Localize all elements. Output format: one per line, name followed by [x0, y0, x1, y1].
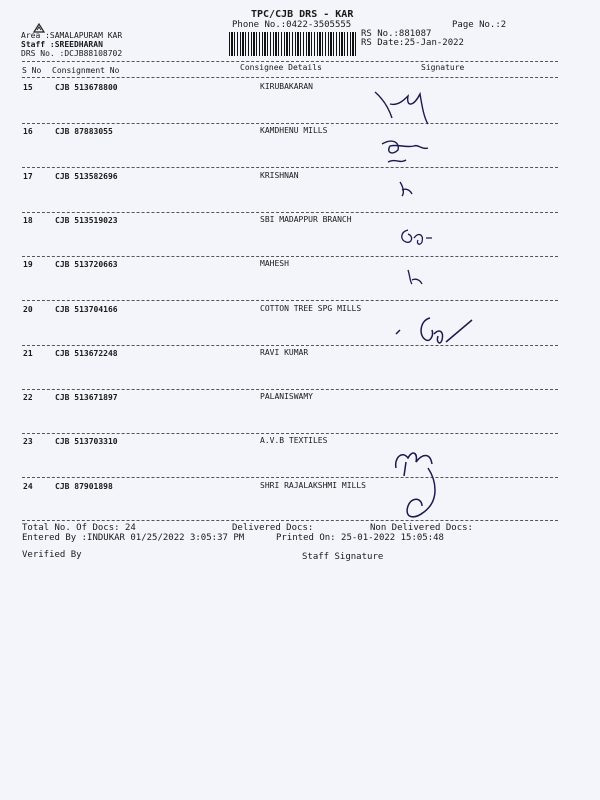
- table-row: [0, 437, 600, 481]
- row-serial-number: 20: [23, 304, 33, 314]
- verified-by: Verified By: [22, 550, 82, 560]
- row-consignee-name: A.V.B TEXTILES: [260, 436, 328, 446]
- row-consignment-number: CJB 513703310: [55, 437, 118, 447]
- table-row: [0, 260, 600, 304]
- table-row: [0, 216, 600, 260]
- phone-number: Phone No.:0422-3505555: [232, 20, 352, 30]
- row-divider: [22, 433, 558, 434]
- signature-mark: [378, 132, 438, 172]
- delivered-docs: Delivered Docs:: [232, 523, 314, 533]
- row-consignment-number: CJB 87901898: [55, 481, 113, 491]
- divider: [22, 77, 558, 78]
- barcode: [229, 32, 357, 56]
- row-consignment-number: CJB 513519023: [55, 215, 118, 225]
- report-title: TPC/CJB DRS - KAR: [251, 9, 354, 20]
- table-row: [0, 172, 600, 216]
- total-docs: Total No. Of Docs: 24: [22, 523, 136, 533]
- row-consignment-number: CJB 513672248: [55, 348, 118, 358]
- col-header-sno: S No: [22, 66, 42, 75]
- row-serial-number: 15: [23, 83, 33, 92]
- row-divider: [22, 477, 558, 478]
- staff-field: Staff :SREEDHARAN: [21, 40, 103, 49]
- staff-signature: Staff Signature: [302, 552, 384, 562]
- row-consignee-name: KRISHNAN: [260, 170, 299, 180]
- table-row: [0, 349, 600, 393]
- printed-on: Printed On: 25-01-2022 15:05:48: [276, 533, 444, 543]
- row-divider: [22, 167, 558, 168]
- row-serial-number: 23: [23, 437, 33, 447]
- signature-mark: [370, 84, 440, 128]
- row-divider: [22, 389, 558, 390]
- row-consignee-name: RAVI KUMAR: [260, 347, 309, 357]
- row-serial-number: 16: [23, 127, 33, 137]
- row-serial-number: 22: [23, 393, 33, 403]
- row-serial-number: 17: [23, 171, 33, 181]
- page-number: Page No.:2: [452, 20, 507, 30]
- col-header-consignment: Consignment No: [52, 66, 120, 75]
- row-consignment-number: CJB 87883055: [55, 127, 113, 137]
- row-consignee-name: MAHESH: [260, 259, 289, 269]
- non-delivered-docs: Non Delivered Docs:: [370, 523, 473, 533]
- table-row: [0, 393, 600, 437]
- drs-number: DRS No. :DCJB88108702: [21, 49, 123, 58]
- row-consignment-number: CJB 513678800: [55, 83, 118, 92]
- row-serial-number: 18: [23, 215, 33, 225]
- row-consignee-name: SHRI RAJALAKSHMI MILLS: [260, 480, 366, 490]
- row-consignment-number: CJB 513704166: [55, 304, 118, 314]
- table-row: [0, 83, 600, 127]
- table-row: [0, 127, 600, 171]
- row-consignment-number: CJB 513582696: [55, 171, 118, 181]
- row-consignee-name: COTTON TREE SPG MILLS: [260, 303, 362, 313]
- signature-mark: [388, 440, 450, 524]
- divider: [22, 520, 558, 521]
- col-header-signature: Signature: [421, 63, 465, 72]
- signature-mark: [396, 178, 420, 200]
- divider: [22, 61, 558, 62]
- row-divider: [22, 123, 558, 124]
- row-consignee-name: KIRUBAKARAN: [260, 82, 313, 91]
- area-field: Area :SAMALAPURAM KAR: [21, 31, 123, 40]
- row-divider: [22, 212, 558, 213]
- signature-mark: [404, 266, 428, 288]
- rs-date: RS Date:25-Jan-2022: [361, 38, 464, 48]
- row-serial-number: 19: [23, 260, 33, 270]
- col-header-consignee: Consignee Details: [240, 63, 322, 72]
- signature-mark: [392, 312, 476, 354]
- row-divider: [22, 300, 558, 301]
- signature-mark: [396, 224, 448, 254]
- row-consignment-number: CJB 513671897: [55, 393, 118, 403]
- table-row: [0, 305, 600, 349]
- row-serial-number: 24: [23, 481, 33, 491]
- rs-number: RS No.:881087: [361, 29, 432, 39]
- row-consignee-name: SBI MADAPPUR BRANCH: [260, 214, 352, 224]
- row-consignee-name: KAMDHENU MILLS: [260, 126, 328, 136]
- row-consignment-number: CJB 513720663: [55, 260, 118, 270]
- row-divider: [22, 345, 558, 346]
- row-serial-number: 21: [23, 348, 33, 358]
- entered-by: Entered By :INDUKAR 01/25/2022 3:05:37 PM: [22, 533, 245, 543]
- row-divider: [22, 256, 558, 257]
- row-consignee-name: PALANISWAMY: [260, 392, 313, 402]
